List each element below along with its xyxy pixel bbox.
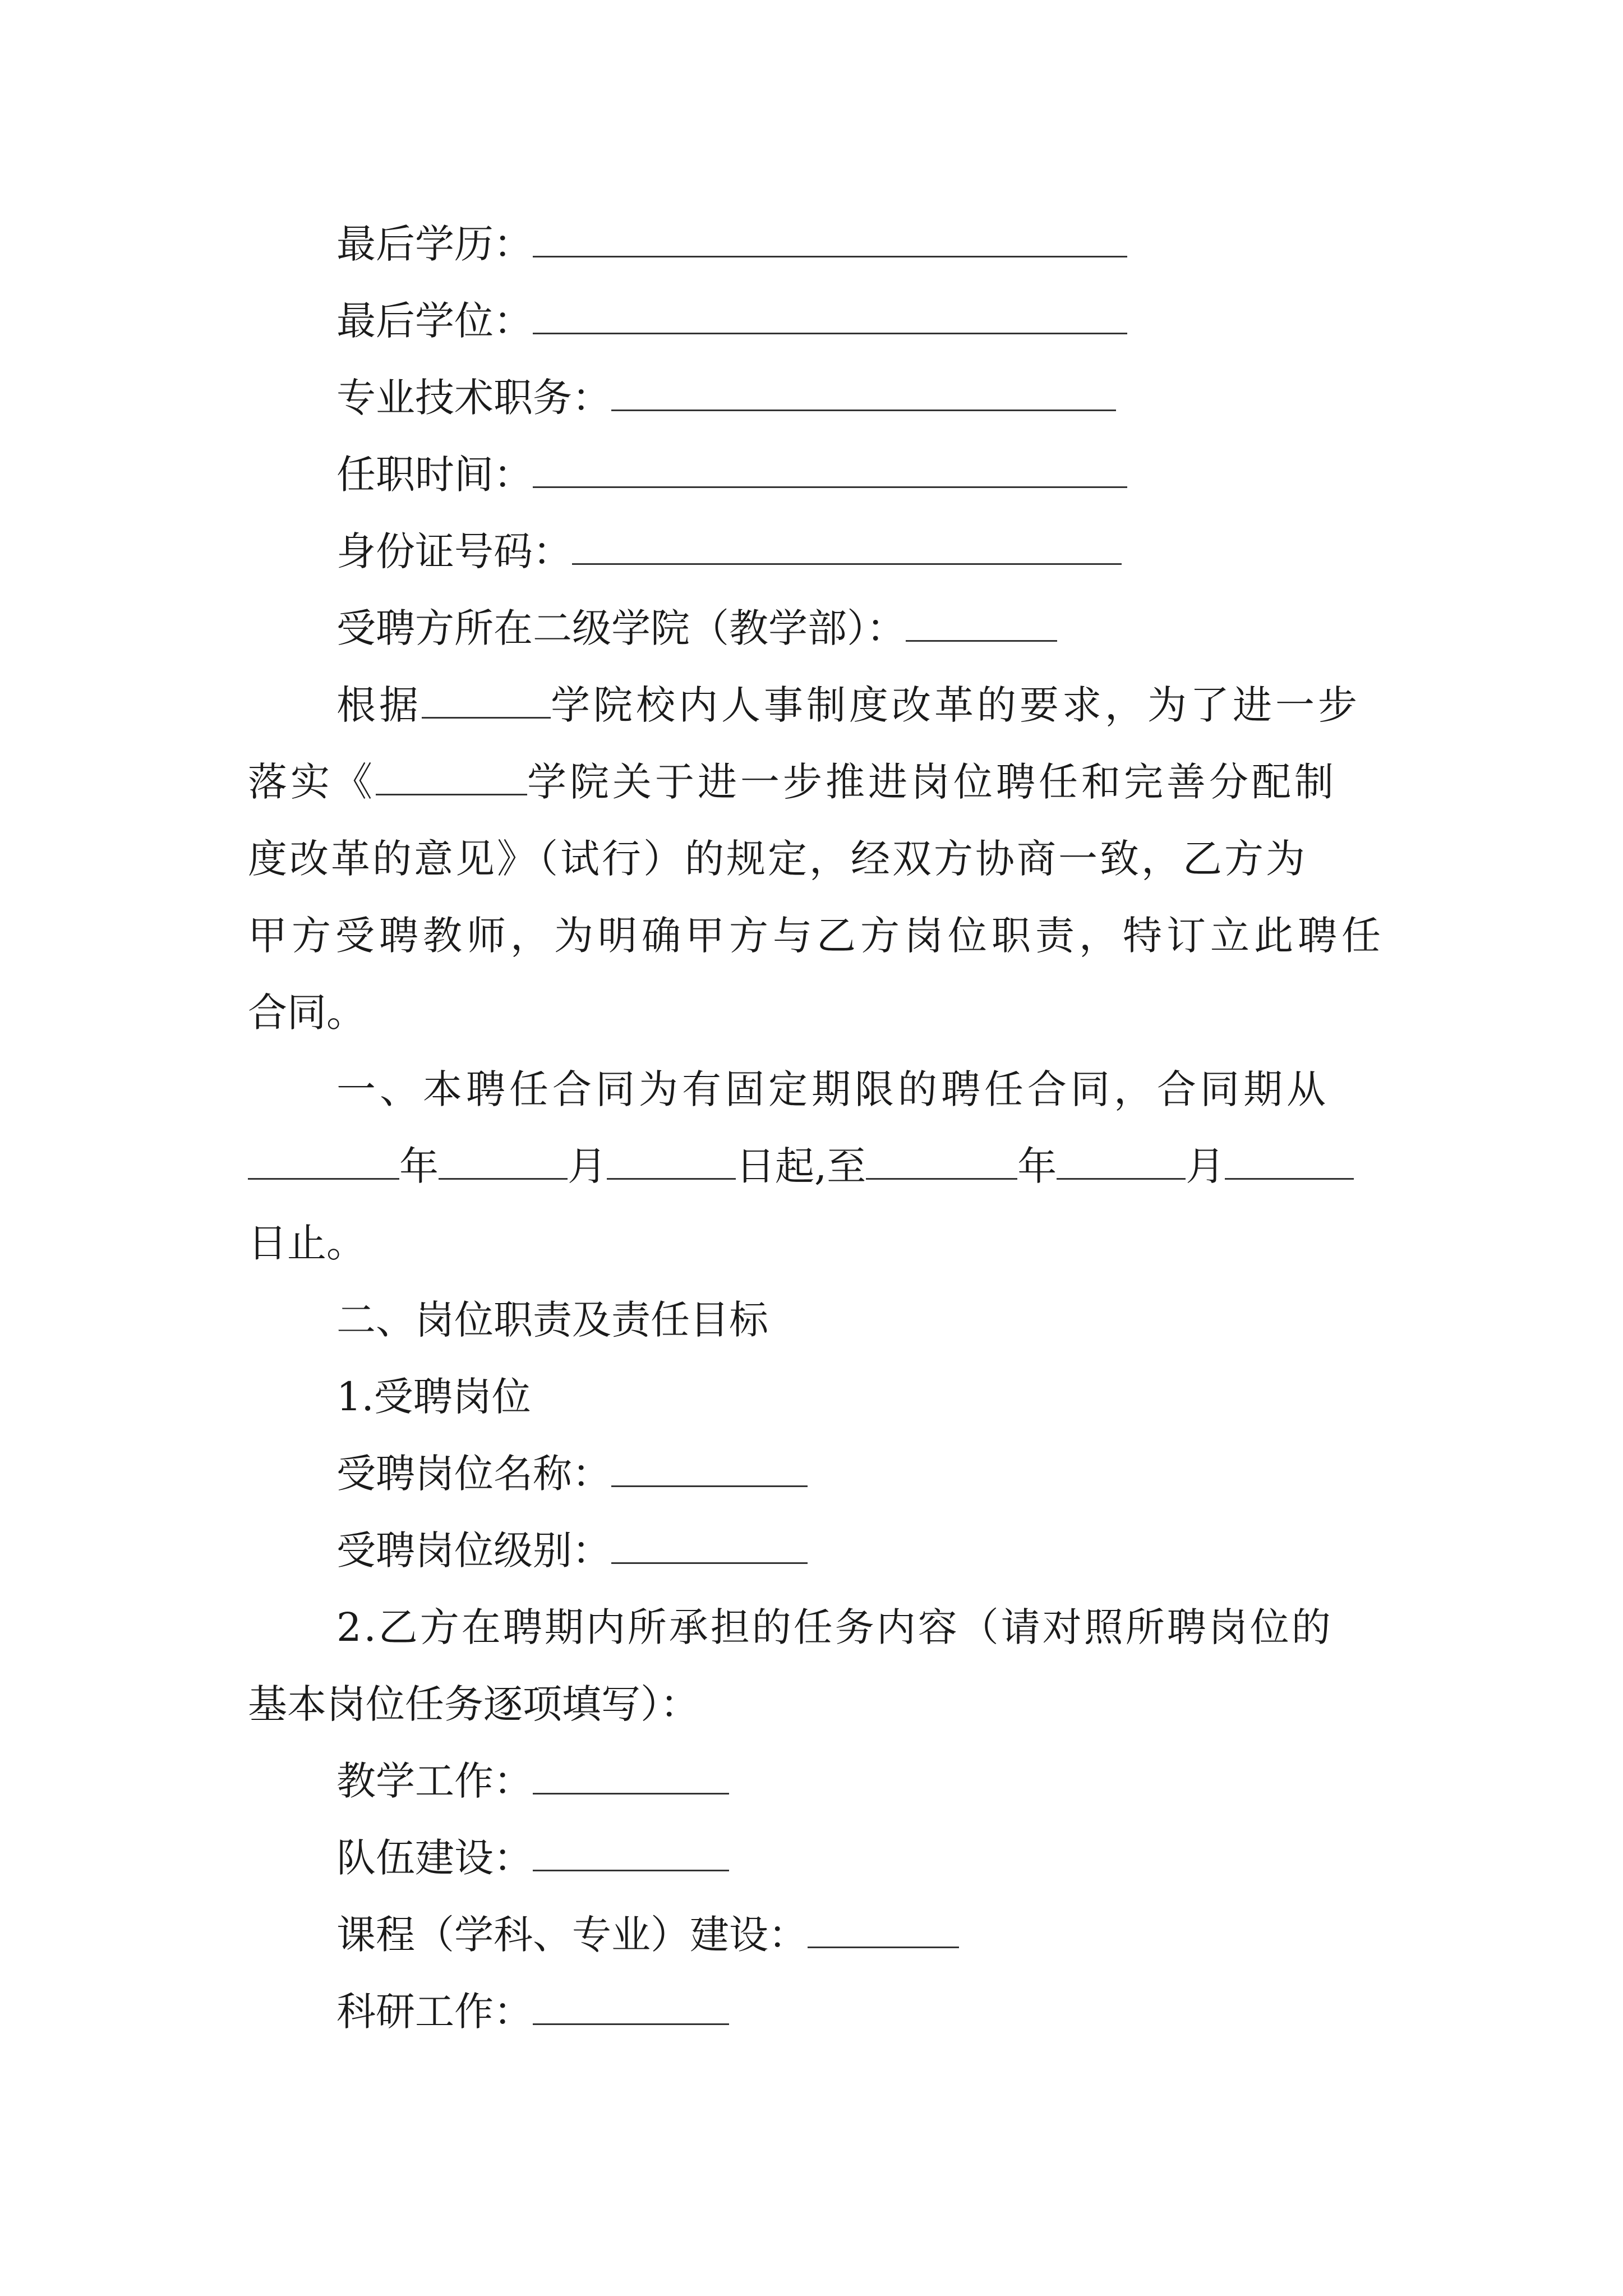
fill-blank[interactable] — [611, 1527, 808, 1564]
para1-line2 — [248, 754, 1337, 810]
field-id-number — [336, 523, 1122, 579]
field-label: 专业技术职务： — [336, 375, 611, 421]
clause2-heading: 二、岗位职责及责任目标 — [336, 1297, 768, 1343]
field-education — [336, 216, 1127, 272]
fill-blank[interactable] — [533, 298, 1127, 334]
field-label: 最后学位： — [336, 298, 533, 344]
fill-blank[interactable] — [439, 1143, 568, 1180]
text: 月 — [1186, 1143, 1225, 1189]
fill-blank[interactable] — [1225, 1143, 1354, 1180]
field-label: 课程（学科、专业）建设： — [336, 1912, 808, 1958]
field-research — [336, 1984, 729, 2040]
clause1-end: 日止。 — [248, 1220, 366, 1266]
text: 根据 — [336, 682, 422, 728]
fill-blank[interactable] — [533, 452, 1127, 488]
para1-line5: 合同。 — [248, 990, 366, 1036]
fill-blank[interactable] — [611, 1451, 808, 1487]
fill-blank[interactable] — [611, 375, 1116, 411]
clause2-sub2-line1: 2.乙方在聘期内所承担的任务内容（请对照所聘岗位的 — [336, 1604, 1333, 1650]
fill-blank[interactable] — [376, 759, 527, 795]
field-label: 教学工作： — [336, 1758, 533, 1804]
clause1-line1: 一、本聘任合同为有固定期限的聘任合同，合同期从 — [336, 1066, 1330, 1112]
para1-line1 — [336, 677, 1361, 733]
fill-blank[interactable] — [533, 1835, 729, 1871]
text: 日起,至 — [736, 1143, 866, 1189]
fill-blank[interactable] — [906, 605, 1057, 642]
text: 年 — [1017, 1143, 1057, 1189]
field-label: 最后学历： — [336, 221, 533, 267]
fill-blank[interactable] — [607, 1143, 736, 1180]
fill-blank[interactable] — [533, 221, 1127, 257]
field-label: 受聘岗位名称： — [336, 1451, 611, 1497]
text: 月 — [568, 1143, 607, 1189]
field-label: 身份证号码： — [336, 528, 572, 574]
fill-blank[interactable] — [866, 1143, 1017, 1180]
clause2-sub1: 1.受聘岗位 — [336, 1374, 531, 1420]
text: 学院校内人事制度改革的要求，为了进一步 — [551, 682, 1361, 728]
para1-line3: 度改革的意见》（试行）的规定，经双方协商一致，乙方为 — [248, 836, 1307, 882]
fill-blank[interactable] — [808, 1912, 959, 1948]
para1-line4: 甲方受聘教师，为明确甲方与乙方岗位职责，特订立此聘任 — [248, 913, 1385, 959]
fill-blank[interactable] — [572, 528, 1122, 565]
fill-blank[interactable] — [533, 1989, 729, 2025]
field-course-building — [336, 1907, 959, 1963]
field-label: 队伍建设： — [336, 1835, 533, 1881]
fill-blank[interactable] — [248, 1143, 399, 1180]
fill-blank[interactable] — [1057, 1143, 1186, 1180]
text: 学院关于进一步推进岗位聘任和完善分配制 — [527, 759, 1337, 805]
field-label: 科研工作： — [336, 1989, 533, 2035]
field-post-name — [336, 1446, 808, 1502]
clause1-dates — [248, 1138, 1354, 1194]
text: 落实《 — [248, 759, 376, 805]
text: 年 — [399, 1143, 439, 1189]
fill-blank[interactable] — [533, 1758, 729, 1795]
field-title — [336, 370, 1116, 426]
field-label: 受聘岗位级别： — [336, 1527, 611, 1573]
field-degree — [336, 293, 1127, 349]
field-appointment-time — [336, 447, 1127, 503]
fill-blank[interactable] — [422, 682, 551, 719]
field-college — [336, 600, 1057, 656]
field-team-building — [336, 1830, 729, 1886]
field-post-level — [336, 1522, 808, 1579]
field-label: 任职时间： — [336, 452, 533, 498]
clause2-sub2-line2: 基本岗位任务逐项填写）： — [248, 1681, 699, 1727]
field-label: 受聘方所在二级学院（教学部）： — [336, 605, 906, 651]
field-teaching — [336, 1753, 729, 1809]
